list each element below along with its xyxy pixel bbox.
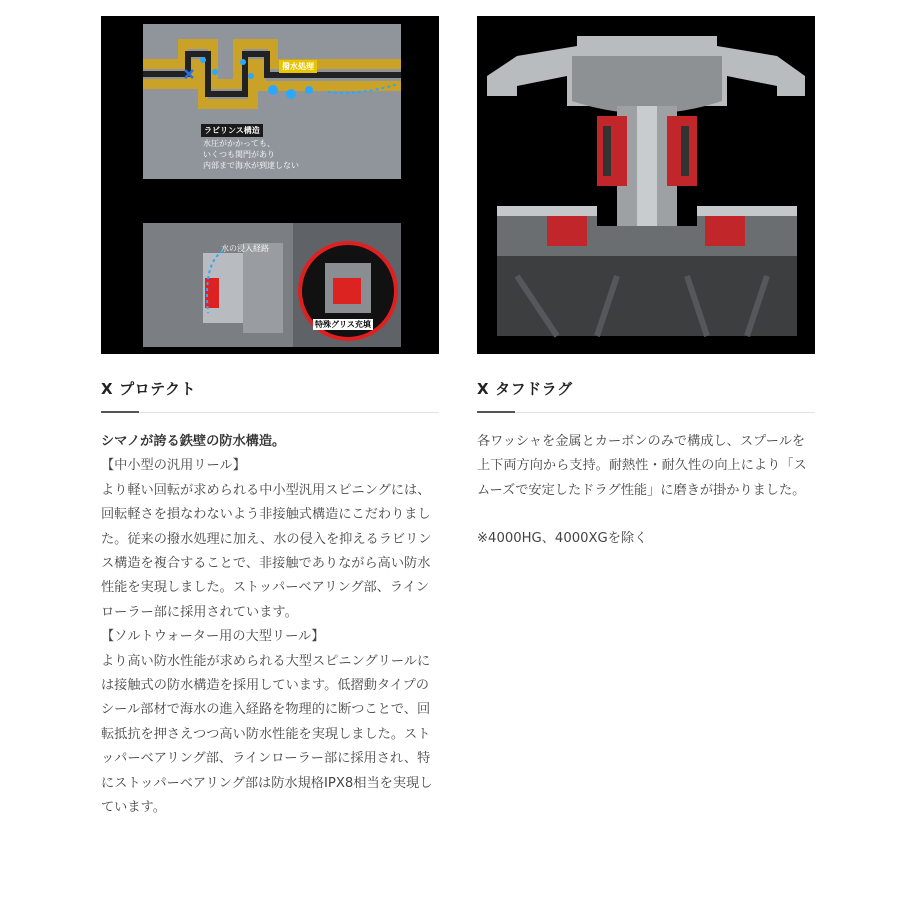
labyrinth-diagram	[143, 24, 401, 179]
waterproof-structure-image	[101, 16, 439, 354]
heading-text: タフドラグ	[495, 380, 573, 398]
labyrinth-desc-2: いくつも関門があり	[203, 150, 275, 159]
heading-mark: X	[101, 380, 114, 398]
tough-drag-note: ※4000HG、4000XGを除く	[477, 531, 648, 547]
labyrinth-desc-1: 水圧がかかっても、	[203, 139, 275, 148]
seal-diagram	[143, 223, 401, 347]
protect-lead: シマノが誇る鉄壁の防水構造。	[101, 434, 286, 449]
tough-drag-section	[477, 16, 815, 547]
protect-paragraph-small: より軽い回転が求められる中小型汎用スピニングには、回転軽さを損なわないよう非接触式構造にこだわりました。従来の撥水処理に加え、水の侵入を抑えるラビリンス構造を複合することで、非接触でありながら高い防水性能を実現しました。ストッパーベアリング部、ラインローラー部に採用されています。	[101, 482, 432, 620]
water-path-label: 水の浸入経路	[221, 244, 269, 253]
heading-mark: X	[477, 380, 490, 398]
divider-accent	[101, 411, 139, 413]
divider	[477, 412, 815, 413]
divider	[101, 412, 439, 413]
divider-accent	[477, 411, 515, 413]
protect-paragraph-large: より高い防水性能が求められる大型スピニングリールには接触式の防水構造を採用しています。低摺動タイプのシール部材で海水の進入経路を物理的に断つことで、回転抵抗を押さえつつ高い防水性能を実現しました。ストッパーベアリング部、ラインローラー部に採用され、特にストッパーベアリング部は防水規格IPX8相当を実現しています。	[101, 653, 433, 816]
protect-subheading-small: 【中小型の汎用リール】	[101, 458, 246, 474]
protect-heading	[101, 378, 196, 399]
protect-body	[101, 430, 439, 821]
water-repellent-label: 撥水処理	[279, 60, 317, 73]
tough-drag-heading	[477, 378, 573, 399]
protect-section	[101, 16, 439, 816]
drag-cutaway-illustration	[477, 16, 815, 354]
tough-drag-paragraph: 各ワッシャを金属とカーボンのみで構成し、スプールを上下両方向から支持。耐熱性・耐久性の向上により「スムーズで安定したドラグ性能」に磨きが掛かりました。	[477, 434, 807, 498]
drag-cutaway-image	[477, 16, 815, 354]
labyrinth-label: ラビリンス構造	[201, 124, 263, 137]
protect-subheading-large: 【ソルトウォーター用の大型リール】	[101, 629, 325, 645]
grease-label: 特殊グリス充填	[315, 320, 371, 329]
heading-text: プロテクト	[119, 380, 196, 398]
labyrinth-desc-3: 内部まで海水が到達しない	[203, 161, 299, 170]
tough-drag-body	[477, 430, 815, 552]
